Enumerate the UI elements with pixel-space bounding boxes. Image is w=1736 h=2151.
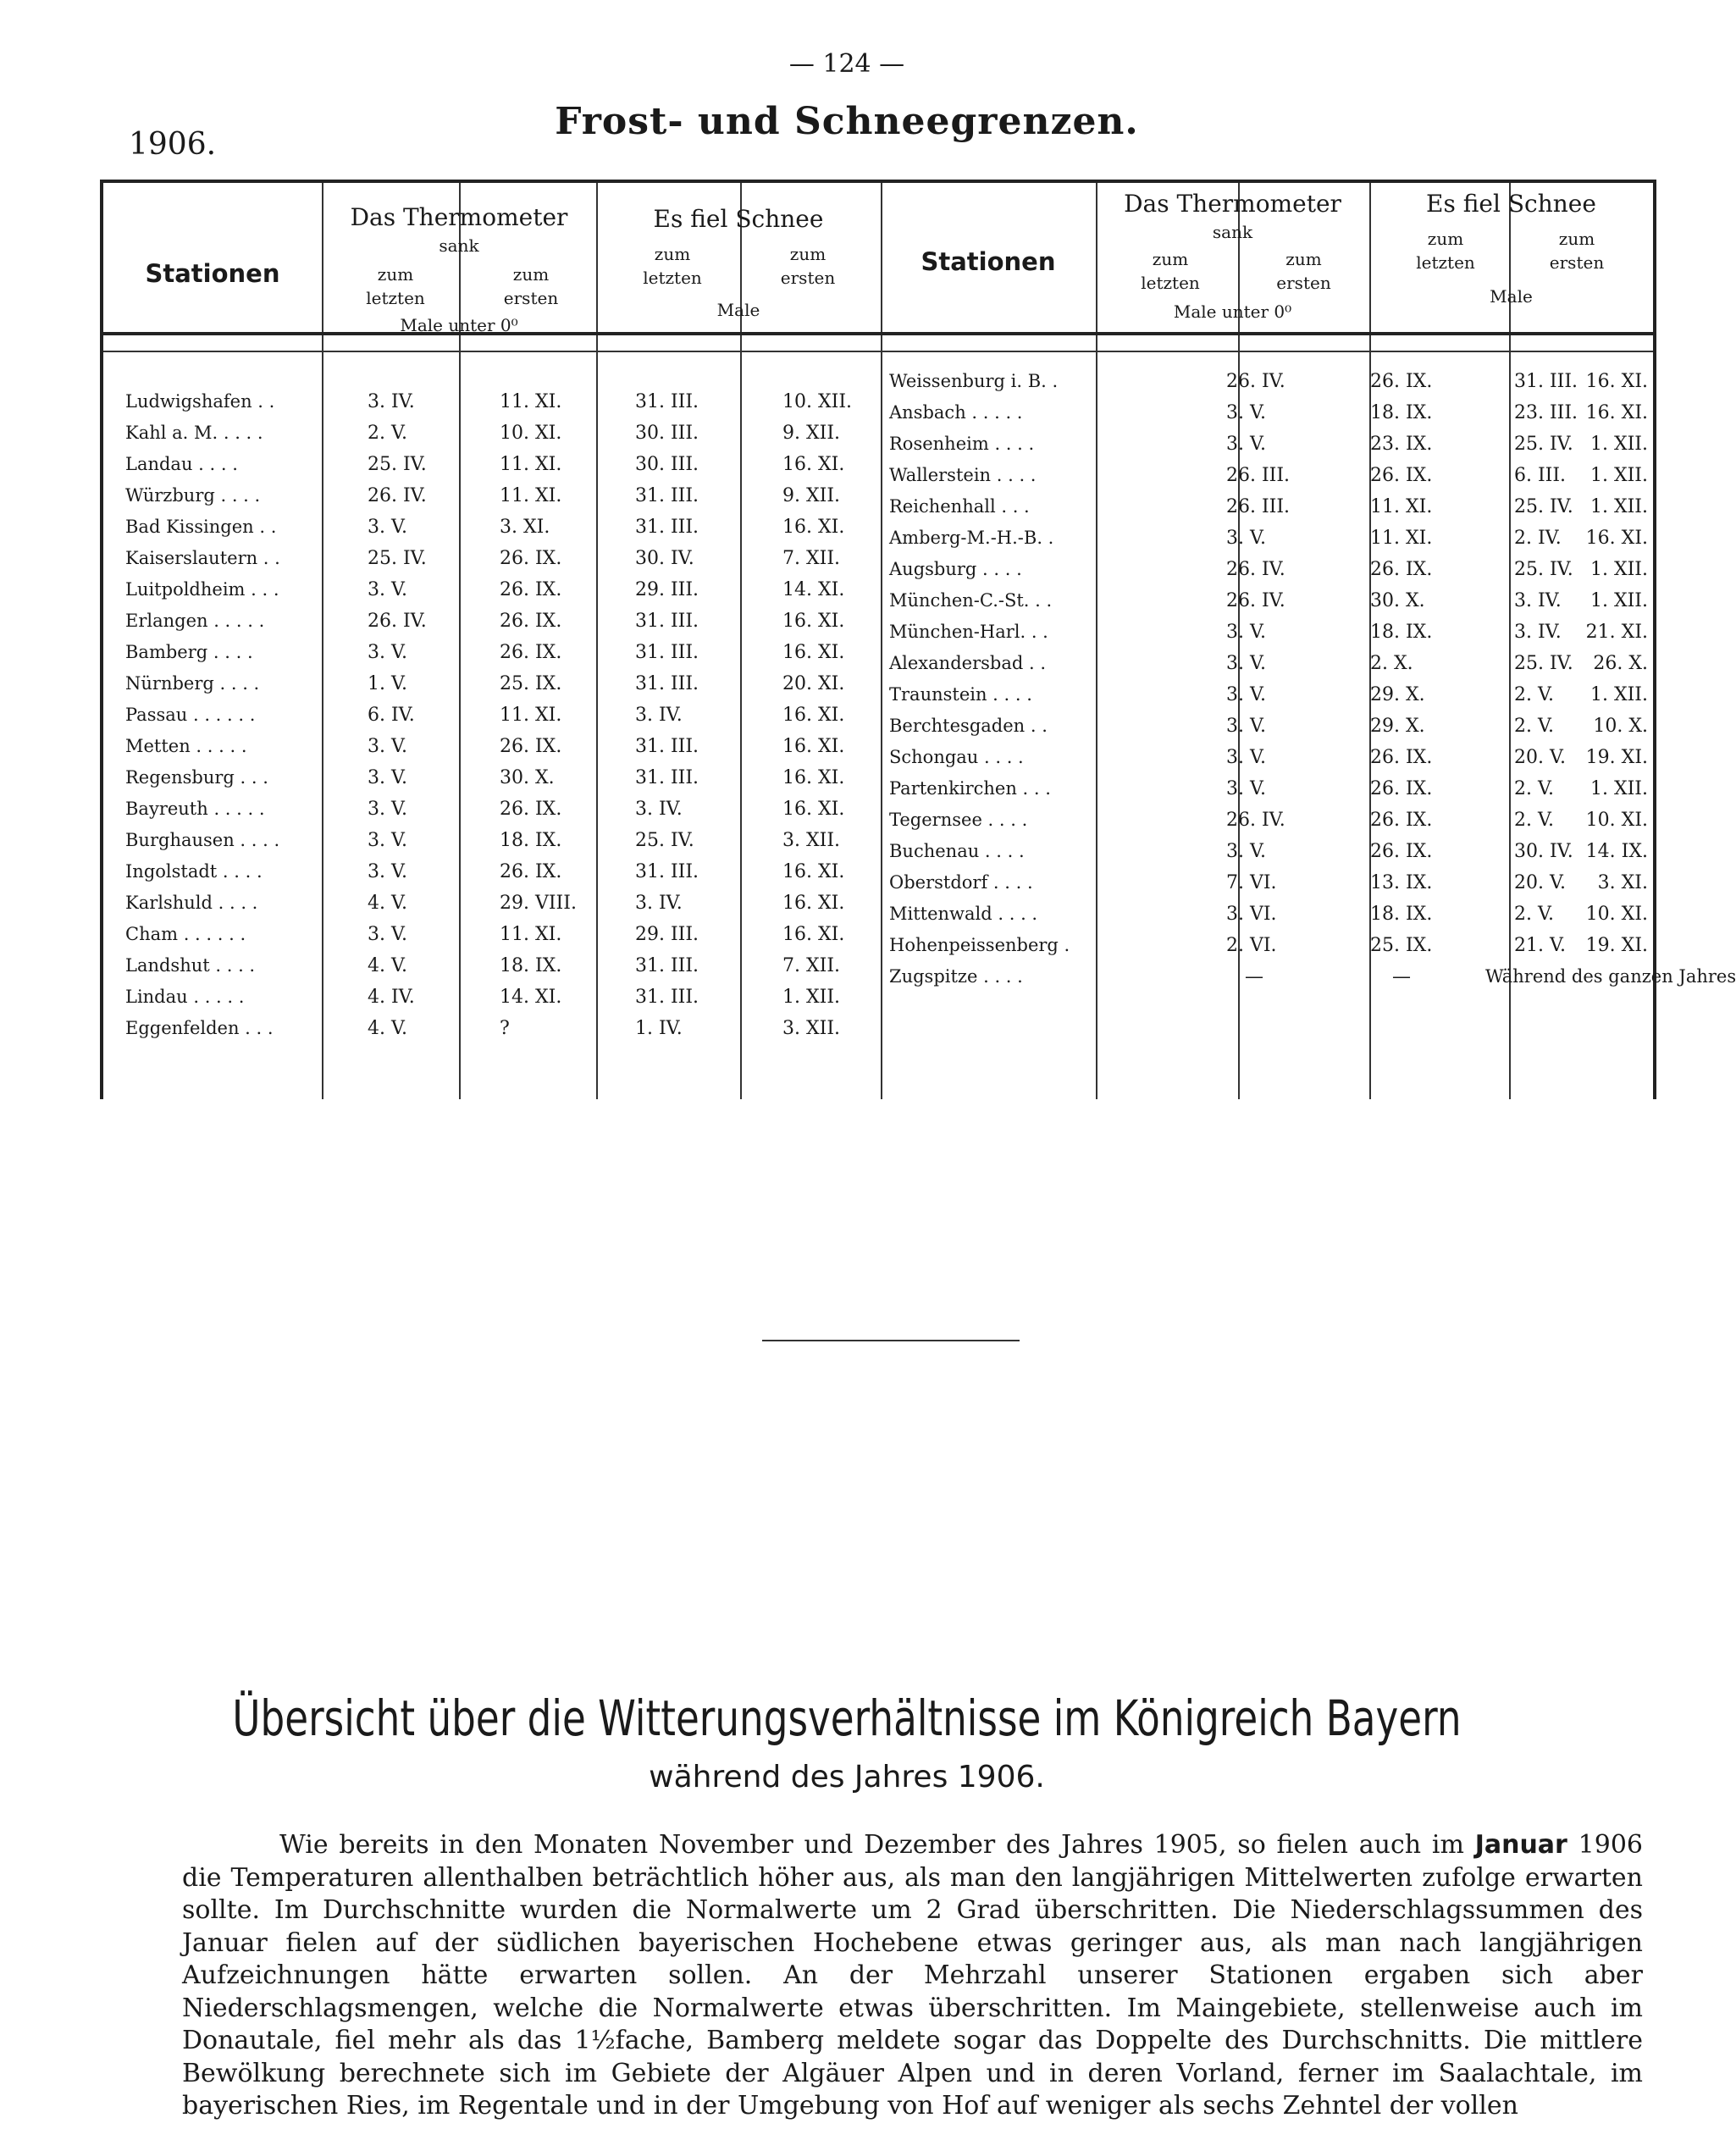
table-row: [881, 872, 1653, 903]
table-row: [103, 548, 881, 578]
thermo-first: 18. IX.: [1370, 402, 1433, 423]
thermo-last: 26. IV.: [1226, 371, 1285, 392]
thermo-first: 11. XI.: [500, 924, 562, 945]
station-name: Zugspitze . . . .: [889, 966, 1023, 987]
table-row: [103, 955, 881, 986]
zum-label: zum: [789, 244, 827, 264]
thermo-first: 18. IX.: [500, 830, 562, 851]
snow-last: 23. III.: [1514, 402, 1578, 423]
thermo-first: 30. X.: [1370, 590, 1425, 611]
thermo-first: 11. XI.: [500, 391, 562, 412]
snow-first: 14. IX.: [1585, 841, 1648, 862]
thermo-last: 4. V.: [368, 1018, 408, 1039]
station-name: Karlshuld . . . .: [125, 893, 258, 913]
snow-first: 10. XII.: [782, 391, 853, 412]
station-name: Schongau . . . .: [889, 747, 1024, 767]
snow-last: 31. III.: [635, 955, 699, 976]
zum-label: zum: [1427, 229, 1464, 249]
thermo-first: 13. IX.: [1370, 872, 1433, 893]
snow-first: 16. XI.: [782, 924, 845, 945]
thermo-first: 18. IX.: [500, 955, 562, 976]
snow-first: 16. XI.: [782, 454, 845, 475]
table-row: [881, 528, 1653, 558]
thermo-first: 25. IX.: [500, 673, 562, 694]
zum-label: zum: [1152, 249, 1189, 269]
thermo-last: 3. V.: [1226, 653, 1267, 674]
snow-last: 29. III.: [635, 924, 699, 945]
thermo-last: 26. IV.: [1226, 810, 1285, 831]
table-row: [103, 579, 881, 610]
snow-last: 30. IV.: [635, 548, 694, 569]
ersten-label: ersten: [503, 288, 559, 308]
snow-first: 9. XII.: [782, 423, 841, 444]
thermo-last: 26. IV.: [1226, 559, 1285, 580]
snow-last: 31. III.: [635, 861, 699, 882]
table-row: [103, 767, 881, 798]
snow-first: 20. XI.: [782, 673, 845, 694]
snow-first: 1. XII.: [1589, 778, 1648, 799]
thermo-first: 26. IX.: [500, 861, 562, 882]
snow-first: 16. XI.: [782, 517, 845, 538]
station-name: Reichenhall . . .: [889, 496, 1030, 517]
snow-first: 1. XII.: [1589, 434, 1648, 455]
station-name: Landau . . . .: [125, 454, 238, 474]
station-name: Mittenwald . . . .: [889, 904, 1038, 924]
snow-first: 16. XI.: [782, 767, 845, 788]
thermo-last: 3. V.: [368, 861, 408, 882]
station-name: Alexandersbad . .: [889, 653, 1046, 673]
snow-first: 1. XII.: [1589, 465, 1648, 486]
snow-first: 7. XII.: [782, 955, 841, 976]
station-name: Landshut . . . .: [125, 955, 256, 976]
snow-first: 14. XI.: [782, 579, 845, 600]
thermo-last: 3. V.: [368, 767, 408, 788]
snow-last: 31. III.: [635, 517, 699, 538]
letzten-label: letzten: [366, 288, 425, 308]
snow-last: 2. V.: [1514, 684, 1555, 705]
thermo-first: 11. XI.: [1370, 528, 1433, 549]
thermo-last: 3. V.: [1226, 402, 1267, 423]
snow-first: 16. XI.: [782, 642, 845, 663]
snow-last: 31. III.: [635, 611, 699, 632]
table-row: [103, 517, 881, 547]
snow-last: 31. III.: [635, 485, 699, 506]
thermo-first: 26. IX.: [500, 611, 562, 632]
snow-last: 25. IV.: [1514, 496, 1573, 517]
table-row: [103, 830, 881, 860]
table-row: [881, 684, 1653, 715]
overview-paragraph: [182, 1829, 1643, 2123]
thermo-last: 7. VI.: [1226, 872, 1277, 893]
ersten-label: ersten: [1276, 273, 1331, 293]
snow-first: 1. XII.: [782, 987, 841, 1008]
snow-last: 25. IV.: [1514, 653, 1573, 674]
thermo-first: 11. XI.: [500, 705, 562, 726]
thermo-first: 26. IX.: [1370, 841, 1433, 862]
thermo-last: 3. VI.: [1226, 904, 1277, 925]
snow-last: 31. III.: [635, 391, 699, 412]
thermo-last: 3. V.: [368, 924, 408, 945]
snow-first: 16. XI.: [782, 799, 845, 820]
thermo-last: 3. V.: [1226, 684, 1267, 705]
table-row: [103, 423, 881, 453]
thermo-last: 3. V.: [1226, 778, 1267, 799]
station-name: Weissenburg i. B. .: [889, 371, 1059, 391]
table-row: [881, 590, 1653, 621]
header-divider: [459, 264, 461, 312]
snow-last: 31. III.: [1514, 371, 1578, 392]
station-name: Cham . . . . . .: [125, 924, 246, 944]
table-row: [881, 371, 1653, 401]
thermo-first: 29. X.: [1370, 684, 1425, 705]
thermo-last: 26. IV.: [368, 611, 427, 632]
table-row: [881, 904, 1653, 934]
station-name: Regensburg . . .: [125, 767, 268, 788]
snow-header: Es fiel Schnee: [653, 205, 824, 233]
snow-last: 31. III.: [635, 673, 699, 694]
table-row: [881, 559, 1653, 589]
station-name: Erlangen . . . . .: [125, 611, 265, 631]
snow-first: 7. XII.: [782, 548, 841, 569]
station-name: Eggenfelden . . .: [125, 1018, 274, 1038]
thermo-last: 3. V.: [1226, 434, 1267, 455]
snow-first: 16. XI.: [1585, 528, 1648, 549]
station-name: Metten . . . . .: [125, 736, 247, 756]
thermo-first: 11. XI.: [500, 485, 562, 506]
station-name: Partenkirchen . . .: [889, 778, 1051, 799]
station-name: Rosenheim . . . .: [889, 434, 1035, 454]
snow-last: Während des ganzen Jahres: [1485, 966, 1736, 987]
table-row: [103, 454, 881, 484]
thermo-last: 3. V.: [1226, 716, 1267, 737]
stations-header: Stationen: [145, 259, 280, 288]
snow-last: 31. III.: [635, 736, 699, 757]
snow-first: 3. XII.: [782, 1018, 841, 1039]
snow-first: 16. XI.: [782, 893, 845, 914]
table-row: [881, 434, 1653, 464]
snow-last: 25. IV.: [635, 830, 694, 851]
table-row: [103, 861, 881, 892]
table-row: [881, 935, 1653, 965]
thermo-header: Das Thermometer: [350, 203, 568, 231]
thermo-last: 4. IV.: [368, 987, 415, 1008]
table-row: [103, 485, 881, 516]
snow-last: 29. III.: [635, 579, 699, 600]
station-name: München-C.-St. . .: [889, 590, 1053, 611]
header-rule: [103, 351, 1653, 352]
thermo-last: 25. IV.: [368, 454, 427, 475]
table-row: [103, 987, 881, 1017]
thermo-last: 26. III.: [1226, 496, 1291, 517]
thermo-last: 1. V.: [368, 673, 408, 694]
table-row: [881, 653, 1653, 683]
snow-first: 10. XI.: [1585, 904, 1648, 925]
table-row: [103, 924, 881, 954]
thermo-last: 3. V.: [1226, 622, 1267, 643]
thermo-first: 26. IX.: [500, 642, 562, 663]
thermo-first: 29. X.: [1370, 716, 1425, 737]
ersten-label: ersten: [1549, 252, 1605, 273]
snow-last: 3. IV.: [1514, 590, 1562, 611]
thermo-last: 26. III.: [1226, 465, 1291, 486]
snow-last: 2. V.: [1514, 716, 1555, 737]
thermo-last: 3. V.: [368, 830, 408, 851]
section-divider: [762, 1340, 1020, 1341]
letzten-label: letzten: [1416, 252, 1475, 273]
snow-last: 30. III.: [635, 423, 699, 444]
overview-title: Übersicht über die Witterungsverhältnisse im Königreich Bayern: [232, 1689, 1462, 1747]
thermo-last: 3. V.: [368, 579, 408, 600]
table-row: [881, 496, 1653, 527]
table-row: [881, 716, 1653, 746]
thermo-last: 26. IV.: [368, 485, 427, 506]
thermo-first: 29. VIII.: [500, 893, 577, 914]
station-name: Kaiserslautern . .: [125, 548, 280, 568]
station-name: Bamberg . . . .: [125, 642, 253, 662]
thermo-last: 2. VI.: [1226, 935, 1277, 956]
station-name: Ingolstadt . . . .: [125, 861, 263, 882]
male-unter-label: Male unter 0⁰: [400, 315, 518, 335]
thermo-first: 26. IX.: [1370, 559, 1433, 580]
sank-label: sank: [439, 235, 479, 256]
letzten-label: letzten: [1141, 273, 1200, 293]
thermo-first: 11. XI.: [500, 454, 562, 475]
snow-last: 1. IV.: [635, 1018, 683, 1039]
station-name: Lindau . . . . .: [125, 987, 245, 1007]
thermo-last: —: [1245, 966, 1263, 987]
station-name: Traunstein . . . .: [889, 684, 1032, 705]
snow-last: 31. III.: [635, 642, 699, 663]
table-row: [881, 402, 1653, 433]
thermo-first: ?: [500, 1018, 510, 1039]
snow-first: 26. X.: [1593, 653, 1648, 674]
station-name: Ansbach . . . . .: [889, 402, 1023, 423]
station-name: Ludwigshafen . .: [125, 391, 275, 412]
snow-first: 1. XII.: [1589, 559, 1648, 580]
snow-last: 2. V.: [1514, 810, 1555, 831]
station-name: Buchenau . . . .: [889, 841, 1025, 861]
thermo-first: 26. IX.: [1370, 778, 1433, 799]
snow-first: 16. XI.: [1585, 402, 1648, 423]
paragraph-start: Wie bereits in den Monaten November und Dezember des Jahres 1905, so fielen auch im: [279, 1830, 1464, 1860]
table-row: [881, 841, 1653, 871]
table-row: [881, 966, 1736, 997]
thermo-first: 26. IX.: [1370, 810, 1433, 831]
snow-first: 1. XII.: [1589, 496, 1648, 517]
thermo-last: 4. V.: [368, 893, 408, 914]
thermo-first: 14. XI.: [500, 987, 562, 1008]
table-row: [881, 778, 1653, 809]
snow-first: 9. XII.: [782, 485, 841, 506]
snow-first: 16. XI.: [782, 705, 845, 726]
snow-first: 1. XII.: [1589, 684, 1648, 705]
snow-last: 3. IV.: [635, 705, 683, 726]
snow-first: 3. XII.: [782, 830, 841, 851]
station-name: Augsburg . . . .: [889, 559, 1022, 579]
station-name: Tegernsee . . . .: [889, 810, 1028, 830]
paragraph-bold-month: Januar: [1474, 1830, 1567, 1860]
table-row: [881, 622, 1653, 652]
thermo-last: 3. V.: [368, 736, 408, 757]
paragraph-rest: 1906 die Temperaturen allenthalben beträchtlich höher aus, als man den langjährigen Mittelwerten zufolge erwarten sollte. Im Durchschnitte wurden die Normalwerte um 2 Grad überschritten. Die Niederschlagssummen des Januar fielen auf der südlichen bayerischen Hochebene etwas geringer aus, als man nach langjährigen Aufzeichnungen hätte erwarten sollen. An der Mehrzahl unserer Stationen ergaben sich aber Niederschlagsmengen, welche die Normalwerte etwas überschritten. Im Maingebiete, stellenweise auch im Donautale, fiel mehr als das 1½fache, Bamberg meldete sogar das Doppelte des Durchschnitts. Die mittlere Bewölkung berechnete sich im Gebiete der Algäuer Alpen und in deren Vorland, ferner im Saalachtale, im bayerischen Ries, im Regentale und in der Umgebung von Hof auf weniger als sechs Zehntel der vollen: [182, 1830, 1643, 2121]
station-name: Oberstdorf . . . .: [889, 872, 1033, 893]
table-row: [103, 391, 881, 422]
thermo-last: 3. IV.: [368, 391, 415, 412]
station-name: Burghausen . . . .: [125, 830, 280, 850]
thermo-first: 11. XI.: [1370, 496, 1433, 517]
thermo-last: 6. IV.: [368, 705, 415, 726]
snow-last: 2. V.: [1514, 904, 1555, 925]
thermo-first: 18. IX.: [1370, 622, 1433, 643]
table-row: [103, 705, 881, 735]
thermo-first: 26. IX.: [1370, 371, 1433, 392]
thermo-first: 26. IX.: [500, 548, 562, 569]
year-label: 1906.: [129, 127, 217, 162]
thermo-first: 26. IX.: [500, 799, 562, 820]
page-number: — 124 —: [788, 49, 905, 79]
table-row: [103, 736, 881, 766]
frost-snow-table: [100, 180, 1736, 1099]
station-name: Berchtesgaden . .: [889, 716, 1048, 736]
snow-first: 19. XI.: [1585, 747, 1648, 768]
male-label: Male: [1490, 286, 1533, 307]
thermo-first: 25. IX.: [1370, 935, 1433, 956]
thermo-first: 2. X.: [1370, 653, 1413, 674]
snow-last: 2. V.: [1514, 778, 1555, 799]
snow-last: 25. IV.: [1514, 434, 1573, 455]
station-name: Amberg-M.-H.-B. .: [889, 528, 1054, 548]
station-name: Passau . . . . . .: [125, 705, 256, 725]
thermo-first: 30. X.: [500, 767, 555, 788]
thermo-first: 10. XI.: [500, 423, 562, 444]
thermo-first: 23. IX.: [1370, 434, 1433, 455]
overview-subtitle: während des Jahres 1906.: [649, 1760, 1045, 1794]
snow-last: 2. IV.: [1514, 528, 1562, 549]
snow-first: 3. XI.: [1597, 872, 1648, 893]
snow-first: 1. XII.: [1589, 590, 1648, 611]
station-name: Würzburg . . . .: [125, 485, 261, 506]
snow-first: 10. XI.: [1585, 810, 1648, 831]
thermo-last: 3. V.: [1226, 747, 1267, 768]
thermo-last: 26. IV.: [1226, 590, 1285, 611]
ersten-label: ersten: [780, 268, 836, 288]
thermo-first: 26. IX.: [500, 736, 562, 757]
table-row: [881, 747, 1653, 777]
thermo-first: 3. XI.: [500, 517, 550, 538]
thermo-first: 18. IX.: [1370, 904, 1433, 925]
letzten-label: letzten: [643, 268, 702, 288]
thermo-last: 2. V.: [368, 423, 408, 444]
page-title: Frost- und Schneegrenzen.: [555, 100, 1139, 143]
zum-label: zum: [512, 264, 550, 285]
thermo-last: 4. V.: [368, 955, 408, 976]
table-row: [103, 642, 881, 672]
snow-first: 10. X.: [1593, 716, 1648, 737]
zum-label: zum: [377, 264, 414, 285]
thermo-first: 26. IX.: [500, 579, 562, 600]
station-name: Hohenpeissenberg .: [889, 935, 1070, 955]
station-name: Bayreuth . . . . .: [125, 799, 265, 819]
snow-last: 20. V.: [1514, 872, 1567, 893]
thermo-last: 3. V.: [368, 799, 408, 820]
station-name: München-Harl. . .: [889, 622, 1048, 642]
station-name: Nürnberg . . . .: [125, 673, 260, 694]
snow-last: 31. III.: [635, 987, 699, 1008]
male-unter-label: Male unter 0⁰: [1173, 301, 1292, 322]
snow-first: 16. XI.: [782, 861, 845, 882]
table-row: [881, 465, 1653, 495]
station-name: Luitpoldheim . . .: [125, 579, 279, 600]
table-row: [103, 673, 881, 704]
snow-last: 25. IV.: [1514, 559, 1573, 580]
station-name: Wallerstein . . . .: [889, 465, 1037, 485]
snow-first: 16. XI.: [1585, 371, 1648, 392]
snow-last: 30. III.: [635, 454, 699, 475]
snow-last: 21. V.: [1514, 935, 1567, 956]
thermo-first: —: [1392, 966, 1411, 987]
snow-first: 21. XI.: [1585, 622, 1648, 643]
snow-first: 16. XI.: [782, 611, 845, 632]
table-row: [103, 893, 881, 923]
thermo-last: 25. IV.: [368, 548, 427, 569]
sank-label: sank: [1212, 222, 1253, 242]
table-row: [881, 810, 1653, 840]
thermo-first: 26. IX.: [1370, 465, 1433, 486]
station-name: Bad Kissingen . .: [125, 517, 277, 537]
table-row: [103, 1018, 881, 1048]
table-row: [103, 799, 881, 829]
snow-header: Es fiel Schnee: [1426, 190, 1596, 218]
snow-last: 31. III.: [635, 767, 699, 788]
snow-last: 20. V.: [1514, 747, 1567, 768]
thermo-last: 3. V.: [1226, 528, 1267, 549]
snow-last: 3. IV.: [635, 893, 683, 914]
male-label: Male: [716, 300, 760, 320]
snow-last: 3. IV.: [635, 799, 683, 820]
zum-label: zum: [654, 244, 691, 264]
thermo-last: 3. V.: [1226, 841, 1267, 862]
snow-first: 16. XI.: [782, 736, 845, 757]
table-row: [103, 611, 881, 641]
zum-label: zum: [1558, 229, 1595, 249]
snow-last: 6. III.: [1514, 465, 1567, 486]
snow-last: 30. IV.: [1514, 841, 1573, 862]
station-name: Kahl a. M. . . . .: [125, 423, 263, 443]
zum-label: zum: [1285, 249, 1322, 269]
snow-last: 3. IV.: [1514, 622, 1562, 643]
thermo-first: 26. IX.: [1370, 747, 1433, 768]
snow-first: 19. XI.: [1585, 935, 1648, 956]
stations-header: Stationen: [921, 247, 1056, 276]
thermo-last: 3. V.: [368, 642, 408, 663]
thermo-last: 3. V.: [368, 517, 408, 538]
thermo-header: Das Thermometer: [1124, 190, 1341, 218]
